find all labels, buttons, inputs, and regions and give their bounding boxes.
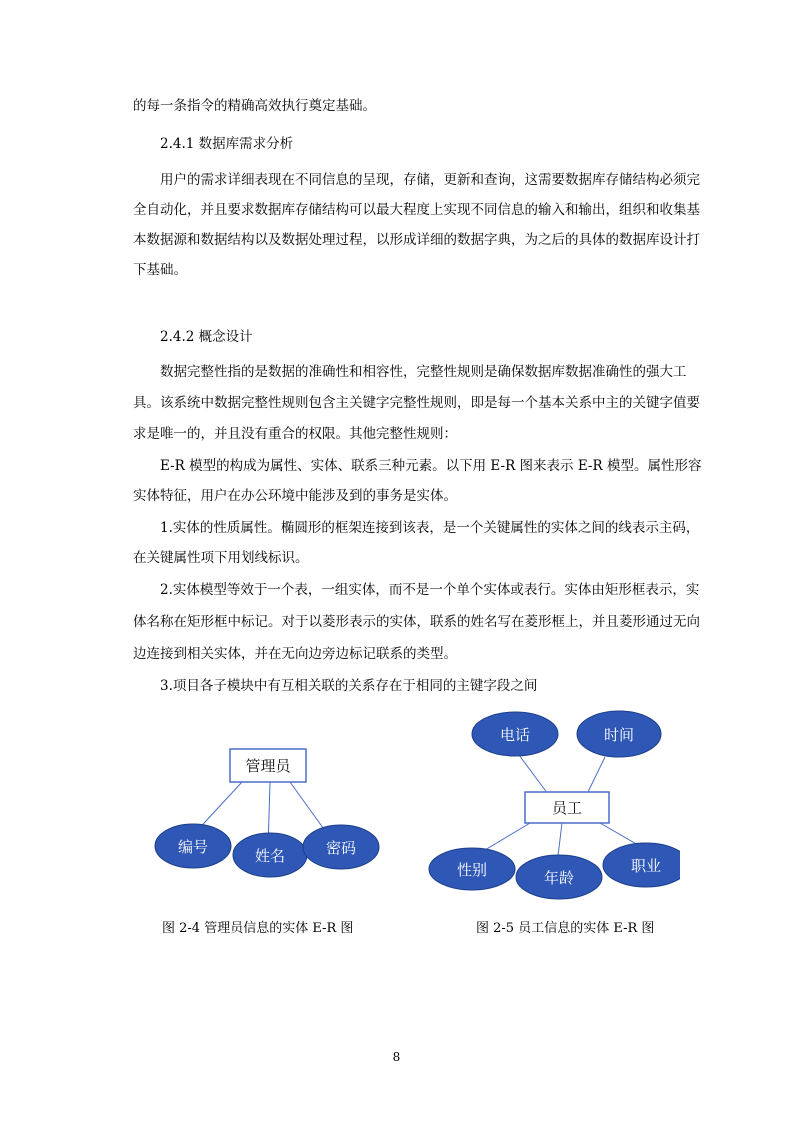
text-line-9: 具。该系统中数据完整性规则包含主关键字完整性规则，即是每一个基本关系中主的关键字值要 <box>133 395 700 411</box>
text-line-4: 全自动化，并且要求数据库存储结构可以最大程度上实现不同信息的输入和输出，组织和收集基 <box>133 202 700 218</box>
section-heading-2-4-1: 2.4.1 数据库需求分析 <box>160 136 294 152</box>
figure-admin-er-diagram <box>140 740 400 880</box>
figure-caption-2-4: 图 2-4 管理员信息的实体 E-R 图 <box>162 921 354 936</box>
entity-label-admin: 管理员 <box>245 757 291 775</box>
attr-label-employee-age: 年龄 <box>543 869 575 887</box>
text-line-8: 数据完整性指的是数据的准确性和相容性，完整性规则是确保数据库数据准确性的强大工 <box>160 364 687 380</box>
text-line-16: 体名称在矩形框中标记。对于以菱形表示的实体，联系的姓名写在菱形框上，并且菱形通过无向 <box>133 614 700 630</box>
page-number: 8 <box>392 1050 401 1064</box>
attr-label-employee-gender: 性别 <box>456 861 488 879</box>
edge-admin-password <box>290 782 326 832</box>
attr-label-employee-phone: 电话 <box>499 726 531 744</box>
text-line-3: 用户的需求详细表现在不同信息的呈现，存储，更新和查询，这需要数据库存储结构必须完 <box>160 172 700 188</box>
section-heading-2-4-2: 2.4.2 概念设计 <box>160 329 253 345</box>
attr-label-admin-id: 编号 <box>177 838 209 856</box>
text-line-11: E-R 模型的构成为属性、实体、联系三种元素。以下用 E-R 图来表示 E-R 模型。属性形容 <box>160 458 702 474</box>
edge-employee-time <box>587 757 605 794</box>
attr-label-employee-time: 时间 <box>603 726 635 744</box>
text-line-14: 在关键属性项下用划线标识。 <box>133 550 309 566</box>
text-line-18: 3.项目各子模块中有互相关联的关系存在于相同的主键字段之间 <box>160 678 538 694</box>
entity-label-employee: 员工 <box>551 799 583 817</box>
text-line-15: 2.实体模型等效于一个表，一组实体，而不是一个单个实体或表行。实体由矩形框表示，实 <box>160 582 700 598</box>
figure-employee-er-diagram <box>420 705 680 905</box>
text-line-1: 的每一条指令的精确高效执行奠定基础。 <box>133 98 376 114</box>
text-line-12: 实体特征，用户在办公环境中能涉及到的事务是实体。 <box>133 488 457 504</box>
attr-label-employee-job: 职业 <box>630 857 662 875</box>
text-line-10: 求是唯一的，并且没有重合的权限。其他完整性规则： <box>133 426 457 442</box>
attr-label-admin-name: 姓名 <box>254 847 286 865</box>
edge-employee-gender <box>480 823 530 853</box>
text-line-6: 下基础。 <box>133 262 187 278</box>
text-line-17: 边连接到相关实体，并在无向边旁边标记联系的类型。 <box>133 646 457 662</box>
edge-employee-phone <box>516 751 548 794</box>
edge-employee-age <box>558 823 562 856</box>
attr-label-admin-password: 密码 <box>325 839 357 857</box>
figure-caption-2-5: 图 2-5 员工信息的实体 E-R 图 <box>476 921 655 936</box>
edge-employee-job <box>600 823 638 845</box>
text-line-5: 本数据源和数据结构以及数据处理过程，以形成详细的数据字典，为之后的具体的数据库设计打 <box>133 232 700 248</box>
text-line-13: 1.实体的性质属性。椭圆形的框架连接到该表，是一个关键属性的实体之间的线表示主码， <box>160 520 700 536</box>
